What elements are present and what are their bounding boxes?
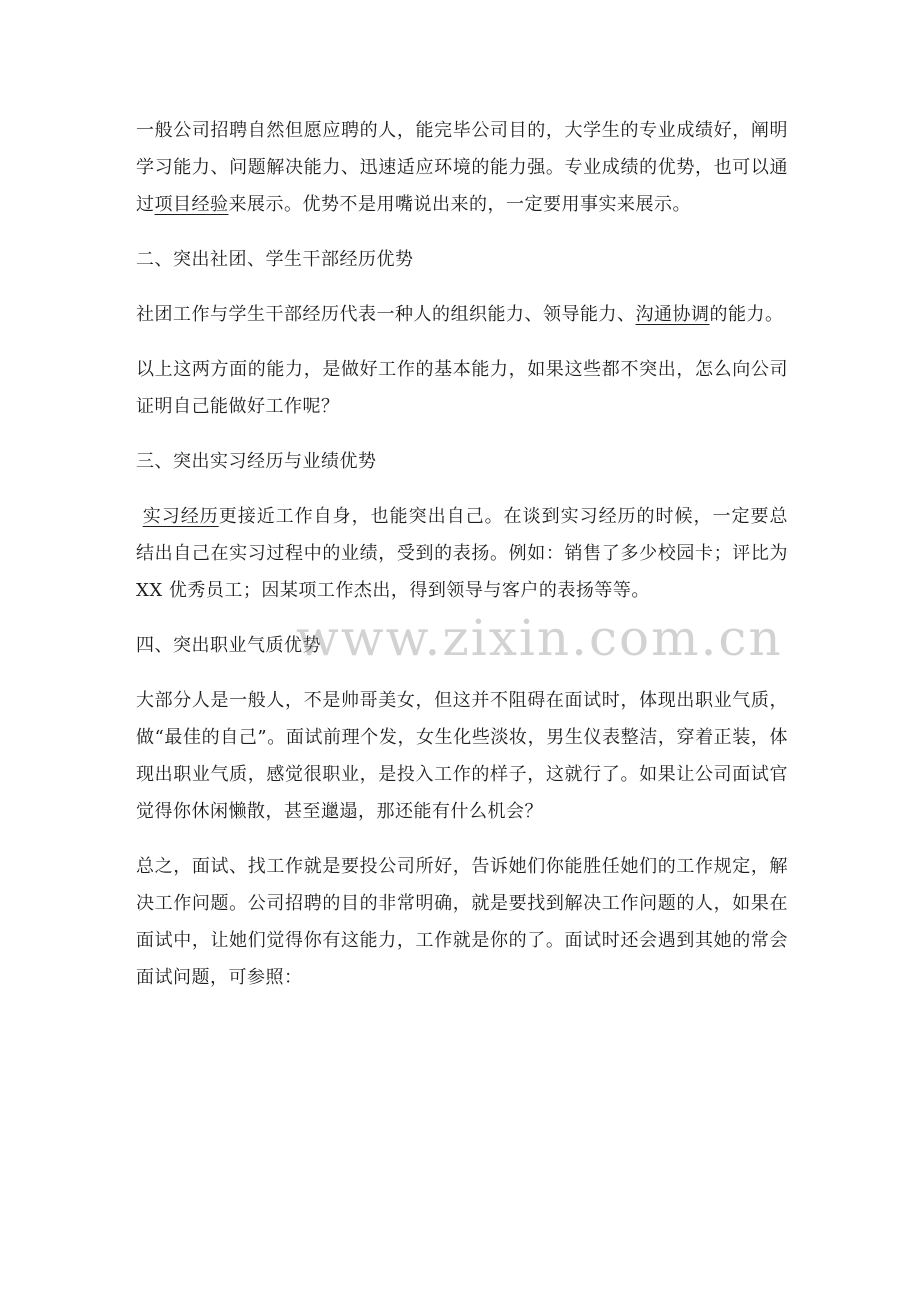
text-run (136, 506, 143, 527)
text-run: 二、突出社团、学生干部经历优势 (136, 249, 414, 270)
text-run: 三、突出实习经历与业绩优势 (136, 451, 377, 472)
text-run: 来展示。优势不是用嘴说出来的，一定要用事实来展示。 (228, 194, 691, 215)
heading (136, 443, 788, 480)
heading (136, 627, 788, 664)
watermark: www.zixin.com.cn (296, 609, 783, 667)
heading (136, 241, 788, 278)
text-run: 以上这两方面的能力，是做好工作的基本能力，如果这些都不突出，怎么向公司证明自己能做好工作呢？ (136, 359, 788, 417)
paragraph (136, 498, 788, 609)
paragraph (136, 848, 788, 996)
text-run: 总之，面试、找工作就是要投公司所好，告诉她们你能胜任她们的工作规定，解决工作问题。公司招聘的目的非常明确，就是要找到解决工作问题的人，如果在面试中，让她们觉得你有这能力，工作就是你的了。面试时还会遇到其她的常会面试问题，可参照： (136, 856, 788, 988)
text-run: 大部分人是一般人，不是帅哥美女，但这并不阻碍在面试时，体现出职业气质，做“最佳的自己”。面试前理个发，女生化些淡妆，男生仪表整洁，穿着正装，体现出职业气质，感觉很职业，是投入工作的样子，这就行了。如果让公司面试官觉得你休闲懒散，甚至邋遢，那还能有什么机会？ (136, 690, 788, 822)
text-run: 四、突出职业气质优势 (136, 635, 321, 656)
text-run: 一般公司招聘自然但愿应聘的人，能完毕公司目的，大学生的专业成绩好，阐明学习能力、问题解决能力、迅速适应环境的能力强。专业成绩的优势，也可以通过 (136, 120, 788, 215)
underlined-text: 实习经历 (142, 506, 219, 527)
paragraph (136, 351, 788, 425)
text-run: 更接近工作自身，也能突出自己。在谈到实习经历的时候，一定要总结出自己在实习过程中的业绩，受到的表扬。例如：销售了多少校园卡；评比为 XX 优秀员工；因某项工作杰出，得到领导与客户的表扬等等。 (136, 506, 788, 601)
paragraph (136, 112, 788, 223)
underlined-text: 项目经验 (154, 194, 229, 215)
paragraph (136, 682, 788, 830)
paragraph (136, 296, 788, 333)
underlined-text: 沟通协调 (635, 304, 710, 325)
document-body (136, 112, 788, 1014)
text-run: 的能力。 (709, 304, 784, 325)
text-run: 社团工作与学生干部经历代表一种人的组织能力、领导能力、 (136, 304, 636, 325)
